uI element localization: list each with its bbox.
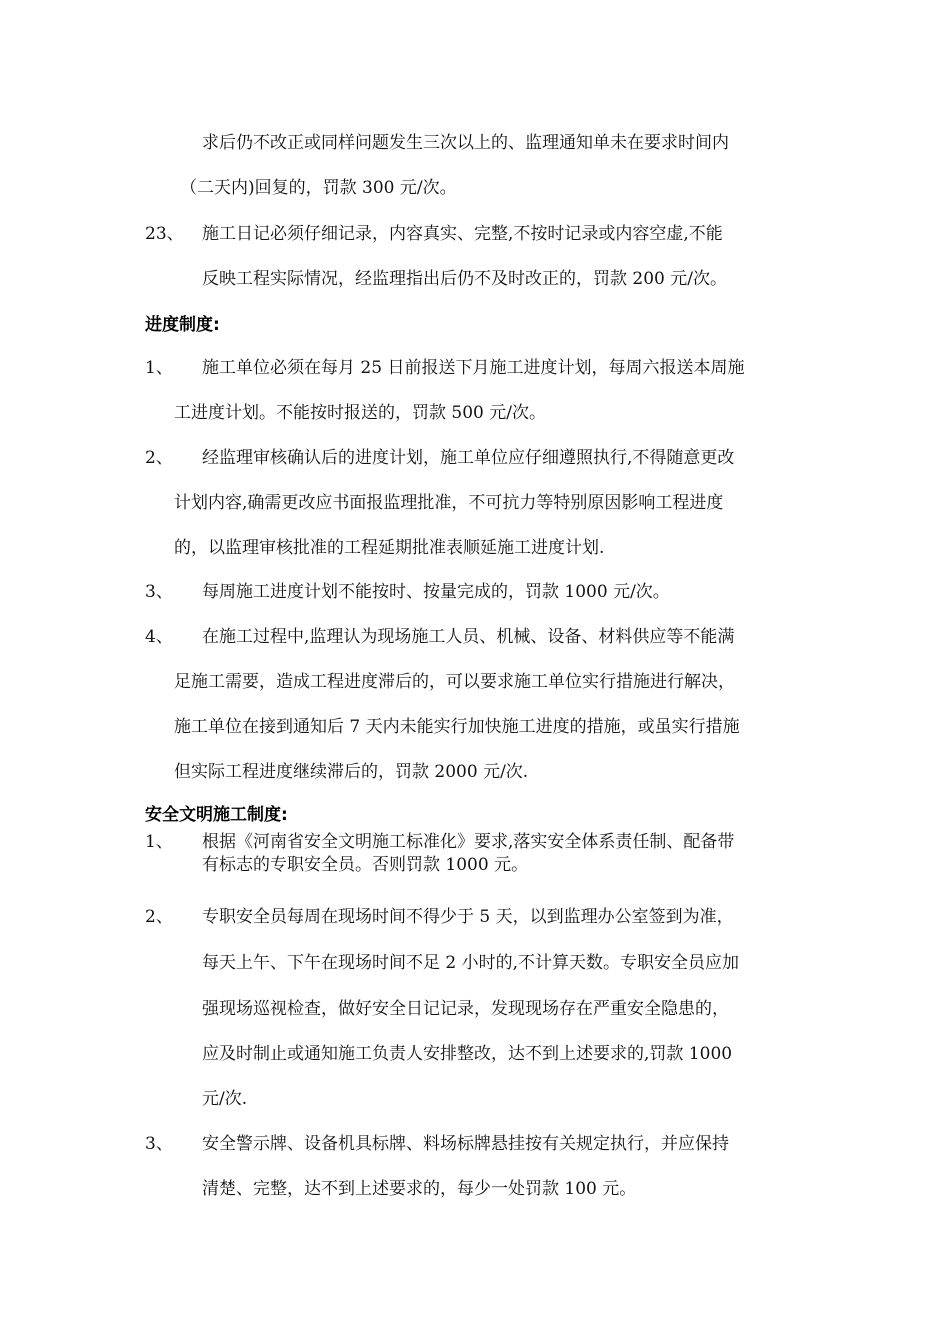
paragraph-line: 在施工过程中,监理认为现场施工人员、机械、设备、材料供应等不能满 <box>202 627 735 647</box>
paragraph-line: 工进度计划。不能按时报送的，罚款 500 元/次。 <box>174 403 546 423</box>
paragraph-line: 每天上午、下午在现场时间不足 2 小时的,不计算天数。专职安全员应加 <box>202 953 740 973</box>
item-number: 3、 <box>145 582 173 602</box>
paragraph-line: 足施工需要，造成工程进度滞后的，可以要求施工单位实行措施进行解决， <box>174 672 735 692</box>
item-number: 23、 <box>145 224 184 244</box>
item-number: 2、 <box>145 448 173 468</box>
paragraph-line: 清楚、完整，达不到上述要求的，每少一处罚款 100 元。 <box>202 1179 637 1199</box>
paragraph-line: 强现场巡视检查，做好安全日记记录，发现现场存在严重安全隐患的， <box>202 999 729 1019</box>
paragraph-line: 应及时制止或通知施工负责人安排整改，达不到上述要求的,罚款 1000 <box>202 1044 733 1064</box>
paragraph-line: 施工日记必须仔细记录，内容真实、完整,不按时记录或内容空虚,不能 <box>202 224 723 244</box>
section-heading-progress: 进度制度: <box>145 315 220 335</box>
paragraph-line: 经监理审核确认后的进度计划，施工单位应仔细遵照执行,不得随意更改 <box>202 448 735 468</box>
paragraph-line: （二天内)回复的，罚款 300 元/次。 <box>180 178 457 198</box>
paragraph-line: 根据《河南省安全文明施工标准化》要求,落实安全体系责任制、配备带 <box>202 832 735 852</box>
paragraph-line: 但实际工程进度继续滞后的，罚款 2000 元/次. <box>174 762 529 782</box>
item-number: 4、 <box>145 627 173 647</box>
paragraph-line: 专职安全员每周在现场时间不得少于 5 天，以到监理办公室签到为准， <box>202 907 734 927</box>
paragraph-line: 施工单位在接到通知后 7 天内未能实行加快施工进度的措施，或虽实行措施 <box>174 717 740 737</box>
paragraph-line: 元/次. <box>202 1089 248 1109</box>
section-heading-safety: 安全文明施工制度: <box>145 805 288 825</box>
paragraph-line: 计划内容,确需更改应书面报监理批准，不可抗力等特别原因影响工程进度 <box>174 493 724 513</box>
item-number: 2、 <box>145 907 173 927</box>
paragraph-line: 求后仍不改正或同样问题发生三次以上的、监理通知单未在要求时间内 <box>202 133 729 153</box>
paragraph-line: 施工单位必须在每月 25 日前报送下月施工进度计划，每周六报送本周施 <box>202 358 745 378</box>
item-number: 3、 <box>145 1134 173 1154</box>
paragraph-line: 有标志的专职安全员。否则罚款 1000 元。 <box>202 855 529 875</box>
paragraph-line: 反映工程实际情况，经监理指出后仍不及时改正的，罚款 200 元/次。 <box>202 269 727 289</box>
paragraph-line: 每周施工进度计划不能按时、按量完成的，罚款 1000 元/次。 <box>202 582 670 602</box>
item-number: 1、 <box>145 832 173 852</box>
paragraph-line: 的，以监理审核批准的工程延期批准表顺延施工进度计划. <box>174 538 605 558</box>
paragraph-line: 安全警示牌、设备机具标牌、料场标牌悬挂按有关规定执行，并应保持 <box>202 1134 729 1154</box>
item-number: 1、 <box>145 358 173 378</box>
